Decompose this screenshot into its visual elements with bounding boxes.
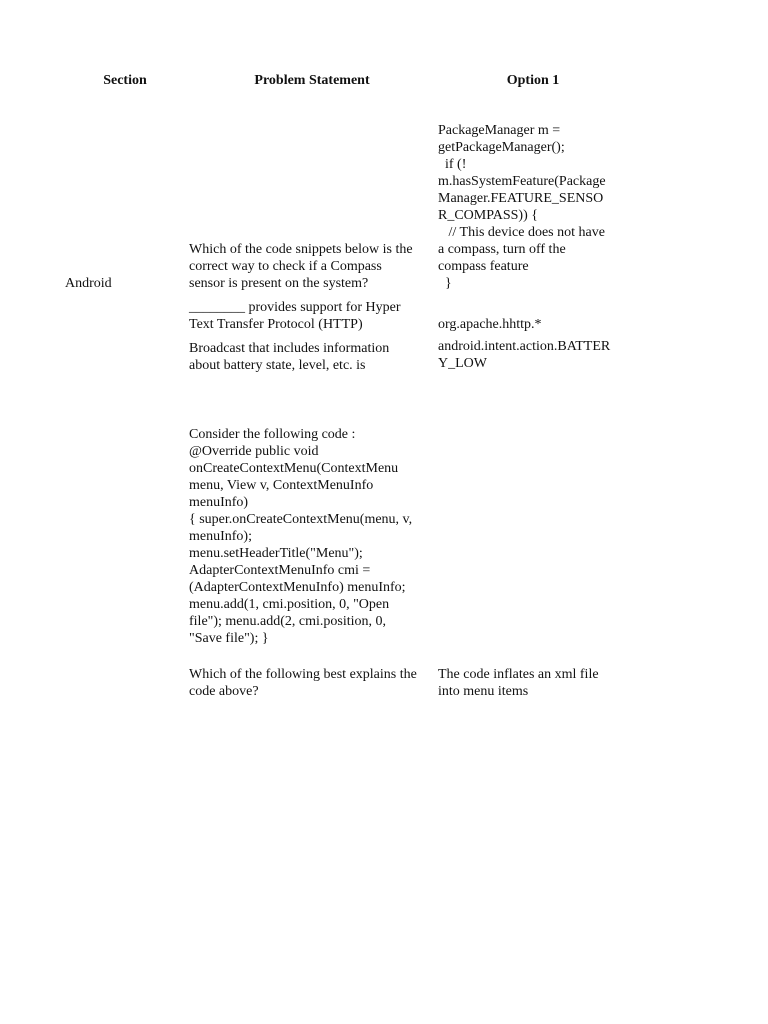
- option-1-3: android.intent.action.BATTER Y_LOW: [438, 339, 611, 371]
- section-label: Android: [65, 276, 112, 291]
- problem-statement-2: ________ provides support for Hyper Text Transfer Protocol (HTTP): [189, 300, 401, 332]
- problem-statement-4: Consider the following code : @Override public void onCreateContextMenu(ContextMenu menu, View v, ContextMenuInfo menuInfo) { super.onCreateContextMenu(menu, v, menuInfo); menu.setHeaderTitle("Menu"); AdapterContextMenuInfo cmi = (AdapterContextMenuInfo) menuInfo; menu.add(1, cmi.position, 0, "Open file"); menu.add(2, cmi.position, 0, "Save file"); }: [189, 427, 413, 646]
- problem-statement-5: Which of the following best explains the code above?: [189, 667, 417, 699]
- option-1-5: The code inflates an xml file into menu items: [438, 667, 599, 699]
- header-problem-statement: Problem Statement: [254, 73, 370, 88]
- problem-statement-3: Broadcast that includes information about battery state, level, etc. is: [189, 341, 390, 373]
- option-1-1: PackageManager m = getPackageManager(); if (! m.hasSystemFeature(Package Manager.FEATURE_SENSO R_COMPASS)) { // This device does not have a compass, turn off the compass feature }: [438, 123, 606, 291]
- problem-statement-1: Which of the code snippets below is the correct way to check if a Compass sensor is present on the system?: [189, 242, 413, 291]
- option-1-2: org.apache.hhttp.*: [438, 317, 542, 332]
- header-section: Section: [103, 73, 147, 88]
- header-option-1: Option 1: [506, 73, 560, 88]
